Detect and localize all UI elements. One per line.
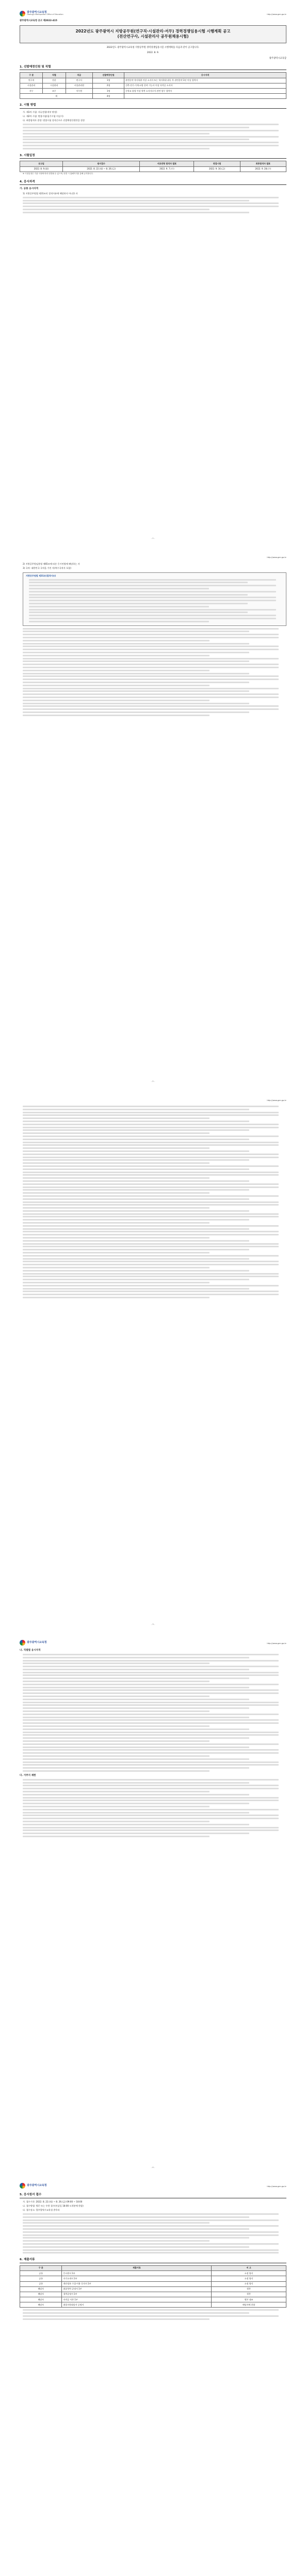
recruit-table [20, 72, 286, 99]
table-row: 2022. 8. 9.(화) 2022. 8. 22.(월) ~ 8. 26.(금) 2022. 9. 7.(수) 2022. 9. 16.(금) 2022. 9. 28.(수) [20, 166, 286, 172]
title-box [20, 25, 286, 43]
table-row: 공통 개인정보 수집·이용 동의서 1부 소정 양식 [20, 2281, 286, 2286]
table-row-total: 계 4명 [20, 94, 286, 99]
page-2: http://www.gen.go.kr 2) 지방공무원임용령 제65조에 따른 응시연령에 해당하는 자 3) 국적: 대한민국 국적을 가진 자(복수국적자 포함) 지방공무원법 제31조(결격사유) - 2 - [0, 543, 306, 1086]
org-name: 광주광역시교육청 [27, 10, 47, 14]
section2-item: 나. 제2차 시험: 면접시험(필기시험 미실시) [23, 115, 63, 118]
page-header [20, 7, 286, 16]
section4-sub2: 나. 직렬별 응시자격 [20, 1649, 41, 1652]
page-1: 광주광역시교육청 Gwangju Metropolitan Office of Education http://www.gen.go.kr 광주광역시교육청 공고 제2022-415 2022년도 광주광역시 지방공무원(연구직·시설관리·서무) 경력경쟁임용시험 시행계획 공고 (전산연구사, 시설관리사 공무원채용시험) 2022년도 광주광역시교육청 지방공무원 경력경쟁임용시험 시행계획을 다음과 같이 공고합니다. 2022. 8. 9. 광주광역시교육감 1. 선발예정인원 및 직렬 구 분 직렬 직급 선발예정인원 응시자격 연구직 전산 연구사 1명 관련분야 석사학위 이상 소지자 또는 학사학위 취득 후 관련분야 3년 이상 경력자 시설관리 시설관리 시설관리원 2명 건축·전기·기계·소방 분야 기능사 이상 자격증 소지자 서무 조무 서무원 1명 중학교 졸업 이상 학력 소지자로서 관련 업무 경력자 계 4명 2. 시험 방법 가. 제1차 시험: 서류전형(적부 판정) 나. 제2차 시험: 면접시험(필기시험 미실시) 다. 최종합격자 결정: 면접시험 성적순으로 선발예정인원만큼 결정 3. 시험일정 공고일 원서접수 서류전형 합격자 발표 면접시험 최종합격자 발표 2022. 8. 9.(화) 2022. 8. 22.(월) ~ 8. 26.(금) 2022. 9. 7.(수) 2022. 9. 16.(금) 2022. 9. 28.(수) ※ 시험일정은 기관 사정에 따라 변경될 수 있으며, 변경 시 홈페이지를 통해 공지합니다. 4. 응시자격 가. 공통 응시자격 1) 지방공무원법 제31조의 결격사유에 해당하지 아니한 자 - 1 - [0, 0, 306, 543]
section1-heading: 1. 선발예정인원 및 직렬 [20, 65, 286, 71]
page-5: 광주광역시교육청 http://www.gen.go.kr 5. 응시원서 접수 가. 접수기간: 2022. 8. 22.(월) ~ 8. 26.(금) 09:00 ~ 18:00 나. 접수방법: 방문 또는 우편 접수(마감일 18:00 도착분에 한함) 다. 접수장소: 광주광역시교육청 총무과 6. 제출서류 구 분 제출서류 비 고 공통 응시원서 1부 소정 양식 공통 자기소개서 1부 소정 양식 공통 개인정보 수집·이용 동의서 1부 소정 양식 해당자 최종학력 증명서 1부 원본 해당자 경력증명서 1부 원본 해당자 자격증 사본 1부 원본 대조 해당자 취업지원대상자 증명서 해당자에 한함 [0, 2172, 306, 2576]
page-3: http://www.gen.go.kr - 3 - [0, 1086, 306, 1629]
section4-sub1: 가. 공통 응시자격 [20, 188, 39, 191]
intro-text: 2022년도 광주광역시교육청 지방공무원 경력경쟁임용시험 시행계획을 다음과 같이 공고합니다. [106, 46, 200, 49]
table-row: 시설관리 시설관리 시설관리원 2명 건축·전기·기계·소방 분야 기능사 이상 자격증 소지자 [20, 83, 286, 88]
section2-heading: 2. 시험 방법 [20, 103, 286, 109]
page-number: - 3 - [151, 1623, 155, 1626]
logo-emblem-icon [20, 2183, 25, 2189]
header-url[interactable]: http://www.gen.go.kr [267, 13, 286, 16]
section3-heading: 3. 시험일정 [20, 154, 286, 159]
table-row: 공통 응시원서 1부 소정 양식 [20, 2271, 286, 2276]
recruit-th-type: 구 분 [20, 73, 43, 78]
intro-signer: 광주광역시교육감 [269, 57, 286, 60]
documents-table: 구 분 제출서류 비 고 공통 응시원서 1부 소정 양식 공통 자기소개서 1부 소정 양식 공통 개인정보 수집·이용 동의서 1부 소정 양식 해당자 최종학력 증명서 1부 원본 해당자 경력증명서 1부 원본 해당자 자격증 사본 1부 원본 대조 해당자 취업지원대상자 증명서 해당자에 한함 [20, 2265, 286, 2308]
schedule-table: 공고일 원서접수 서류전형 합격자 발표 면접시험 최종합격자 발표 2022. 8. 9.(화) 2022. 8. 22.(월) ~ 8. 26.(금) 2022. 9. 7.(수) 2022. 9. 16.(금) 2022. 9. 28.(수) [20, 161, 286, 172]
page-number: - 2 - [151, 1080, 155, 1083]
table-row: 해당자 최종학력 증명서 1부 원본 [20, 2286, 286, 2292]
schedule-note: ※ 시험일정은 기관 사정에 따라 변경될 수 있으며, 변경 시 홈페이지를 통해 공지합니다. [23, 173, 94, 175]
section2-item: 다. 최종합격자 결정: 면접시험 성적순으로 선발예정인원만큼 결정 [23, 119, 85, 122]
recruit-th-qual: 응시자격 [124, 73, 286, 78]
recruit-th-grade: 직급 [66, 73, 93, 78]
table-row: 서무 조무 서무원 1명 중학교 졸업 이상 학력 소지자로서 관련 업무 경력자 [20, 89, 286, 94]
logo-emblem-icon [20, 11, 25, 16]
recruit-th-series: 직렬 [43, 73, 66, 78]
table-row: 해당자 취업지원대상자 증명서 해당자에 한함 [20, 2302, 286, 2308]
page-number: - 1 - [151, 537, 155, 540]
document-title: 2022년도 광주광역시 지방공무원(연구직·시설관리·서무) 경력경쟁임용시험 시행계획 공고 [75, 28, 231, 33]
table-row: 공통 자기소개서 1부 소정 양식 [20, 2276, 286, 2281]
recruit-th-count: 선발예정인원 [93, 73, 124, 78]
document-number: 광주광역시교육청 공고 제2022-415 [20, 20, 57, 22]
section5-heading: 5. 응시원서 접수 [20, 2193, 286, 2198]
page-number: - 4 - [151, 2166, 155, 2169]
section4-sub3: 다. 거주지 제한 [20, 1774, 36, 1777]
table-row: 해당자 자격증 사본 1부 원본 대조 [20, 2297, 286, 2302]
table-row: 해당자 경력증명서 1부 원본 [20, 2292, 286, 2297]
section2-item: 가. 제1차 시험: 서류전형(적부 판정) [23, 111, 57, 114]
org-logo [20, 11, 63, 16]
intro-date: 2022. 8. 9. [147, 52, 159, 55]
disqualify-box: 지방공무원법 제31조(결격사유) [23, 572, 286, 626]
section4-heading: 4. 응시자격 [20, 180, 286, 185]
logo-emblem-icon [20, 1640, 25, 1646]
org-sub: Gwangju Metropolitan Office of Education [27, 13, 63, 16]
document-subtitle: (전산연구사, 시설관리사 공무원채용시험) [117, 34, 189, 39]
table-row: 연구직 전산 연구사 1명 관련분야 석사학위 이상 소지자 또는 학사학위 취득 후 관련분야 3년 이상 경력자 [20, 78, 286, 83]
page-4: 광주광역시교육청 http://www.gen.go.kr 나. 직렬별 응시자격 다. 거주지 제한 - 4 - [0, 1629, 306, 2172]
section6-heading: 6. 제출서류 [20, 2258, 286, 2263]
